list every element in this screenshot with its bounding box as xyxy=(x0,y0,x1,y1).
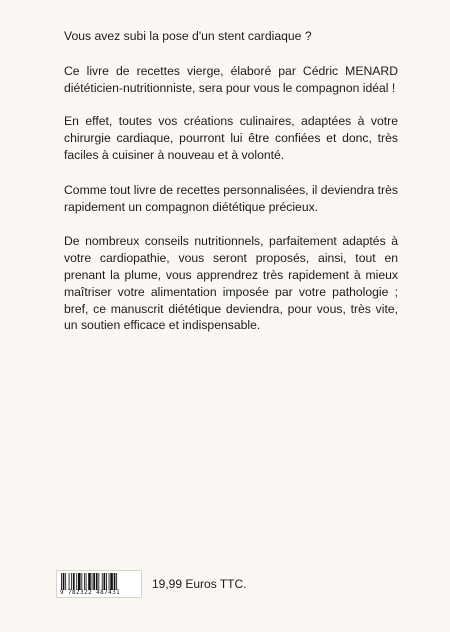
barcode-bar xyxy=(84,573,85,590)
barcode-bar xyxy=(96,573,98,590)
paragraph-effect: En effet, toutes vos créations culinaires, adaptées à votre chirurgie cardiaque, pourront lui être confiées et donc, très faciles à cuisiner à nouveau et à volonté. xyxy=(64,114,398,162)
barcode-bar xyxy=(110,573,113,590)
paragraph-author: Ce livre de recettes vierge, élaboré par Cédric MENARD diététicien-nutritionniste, sera pour vous le compagnon idéal ! xyxy=(64,63,398,95)
barcode-bar xyxy=(106,573,107,590)
barcode-bar xyxy=(69,573,70,590)
barcode-bar xyxy=(114,573,116,590)
barcode xyxy=(56,570,142,598)
barcode-bar xyxy=(61,573,62,590)
isbn-number: 9 782322 487431 xyxy=(60,589,121,596)
footer xyxy=(56,570,247,598)
barcode-bar xyxy=(73,573,75,590)
barcode-bar xyxy=(102,573,103,590)
barcode-bar xyxy=(76,573,77,590)
paragraph-companion: Comme tout livre de recettes personnalisées, il deviendra très rapidement un compagnon diététique précieux. xyxy=(64,182,398,214)
barcode-bar xyxy=(88,573,91,590)
barcode-bar xyxy=(92,573,93,590)
barcode-bar xyxy=(86,573,87,590)
barcode-bar xyxy=(104,573,106,590)
price-label: 19,99 Euros TTC. xyxy=(152,577,247,591)
barcode-bar xyxy=(65,573,66,590)
back-cover-text xyxy=(64,28,398,352)
barcode-bar xyxy=(109,573,110,590)
paragraph-advice: De nombreux conseils nutritionnels, parfaitement adaptés à votre cardiopathie, vous seront proposés, ainsi, tout en prenant la plume, vous apprendrez très rapidement à mieux maîtriser votre alimentation imposée par votre pathologie ; bref, ce manuscrit diététique deviendra, pour vous, très vite, un soutien efficace et indispensable. xyxy=(64,234,398,333)
barcode-bar xyxy=(78,573,81,590)
paragraph-intro-question: Vous avez subi la pose d'un stent cardiaque ? xyxy=(64,29,312,43)
barcode-bar xyxy=(98,573,99,590)
barcode-bar xyxy=(81,573,82,590)
barcode-bar xyxy=(116,573,117,590)
barcode-bar xyxy=(93,573,95,590)
barcode-bar xyxy=(63,573,65,590)
barcode-bars xyxy=(61,573,139,590)
barcode-bar xyxy=(71,573,72,590)
